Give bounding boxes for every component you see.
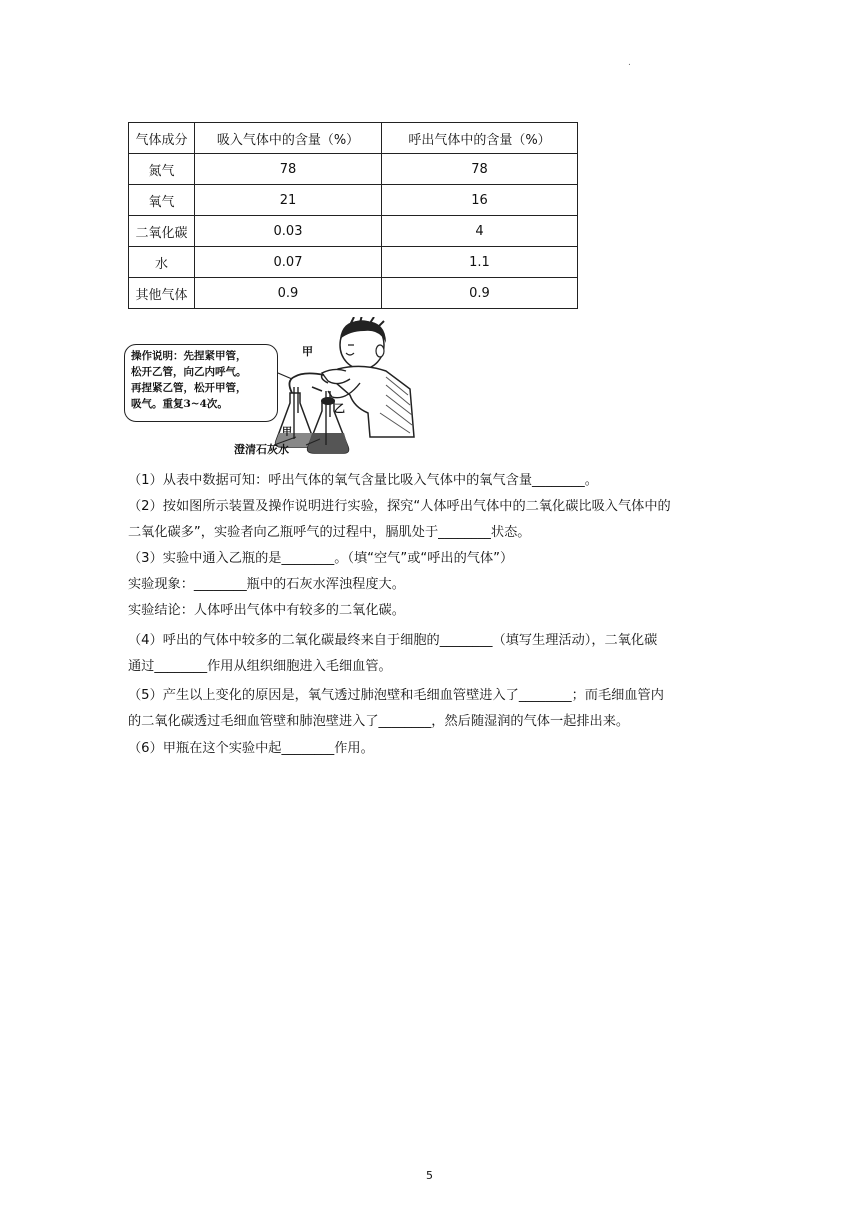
note-line: 再捏紧乙管，松开甲管， xyxy=(131,382,247,394)
question-1: （1）从表中数据可知：呼出气体的氧气含量比吸入气体中的氧气含量________。 xyxy=(128,473,598,488)
question-4-line-2: 通过________作用从组织细胞进入毛细血管。 xyxy=(128,659,392,674)
table-cell: 0.9 xyxy=(195,278,382,309)
note-line: 松开乙管，向乙内呼气。 xyxy=(131,366,247,378)
label-yi: 乙 xyxy=(334,402,345,415)
table-cell: 0.9 xyxy=(382,278,578,309)
table-cell: 21 xyxy=(195,185,382,216)
column-header: 呼出气体中的含量（%） xyxy=(382,123,578,154)
table-cell: 0.07 xyxy=(195,247,382,278)
header-mark: . xyxy=(628,58,631,68)
page-number: 5 xyxy=(426,1169,433,1182)
column-header: 气体成分 xyxy=(129,123,195,154)
label-jia: 甲 xyxy=(302,345,313,358)
question-2-line-2: 二氧化碳多”，实验者向乙瓶呼气的过程中，膈肌处于________状态。 xyxy=(128,525,531,540)
table-cell: 78 xyxy=(195,154,382,185)
table-cell: 二氧化碳 xyxy=(129,216,195,247)
gas-composition-table xyxy=(128,122,578,309)
label-jia-bottle: 甲 xyxy=(282,427,292,438)
question-3: （3）实验中通入乙瓶的是________。（填“空气”或“呼出的气体”） xyxy=(128,551,514,566)
experiment-phenomenon: 实验现象：________瓶中的石灰水浑浊程度大。 xyxy=(128,577,405,592)
table-row xyxy=(129,216,578,247)
note-line: 操作说明：先捏紧甲管， xyxy=(131,350,247,362)
table-row xyxy=(129,247,578,278)
experiment-illustration xyxy=(124,317,424,459)
table-cell: 氮气 xyxy=(129,154,195,185)
question-5-line-1: （5）产生以上变化的原因是，氧气透过肺泡壁和毛细血管壁进入了________；而毛细血管内 xyxy=(128,688,664,703)
table-header-row xyxy=(129,123,578,154)
table-cell: 1.1 xyxy=(382,247,578,278)
question-5-line-2: 的二氧化碳透过毛细血管壁和肺泡壁进入了________，然后随湿润的气体一起排出来。 xyxy=(128,714,630,729)
table-cell: 4 xyxy=(382,216,578,247)
note-line: 吸气。重复3~4次。 xyxy=(131,398,228,410)
question-2-line-1: （2）按如图所示装置及操作说明进行实验，探究“人体呼出气体中的二氧化碳比吸入气体中的 xyxy=(128,499,671,514)
table-cell: 78 xyxy=(382,154,578,185)
table-row xyxy=(129,278,578,309)
table-cell: 16 xyxy=(382,185,578,216)
question-6: （6）甲瓶在这个实验中起________作用。 xyxy=(128,741,374,756)
table-row xyxy=(129,154,578,185)
table-row xyxy=(129,185,578,216)
table-cell: 其他气体 xyxy=(129,278,195,309)
experiment-figure xyxy=(124,317,424,459)
column-header: 吸入气体中的含量（%） xyxy=(195,123,382,154)
question-4-line-1: （4）呼出的气体中较多的二氧化碳最终来自于细胞的________（填写生理活动），二氧化碳 xyxy=(128,633,658,648)
table-cell: 0.03 xyxy=(195,216,382,247)
experiment-conclusion: 实验结论：人体呼出气体中有较多的二氧化碳。 xyxy=(128,603,405,618)
figure-caption: 澄清石灰水 xyxy=(234,443,289,456)
table-cell: 氧气 xyxy=(129,185,195,216)
table-cell: 水 xyxy=(129,247,195,278)
